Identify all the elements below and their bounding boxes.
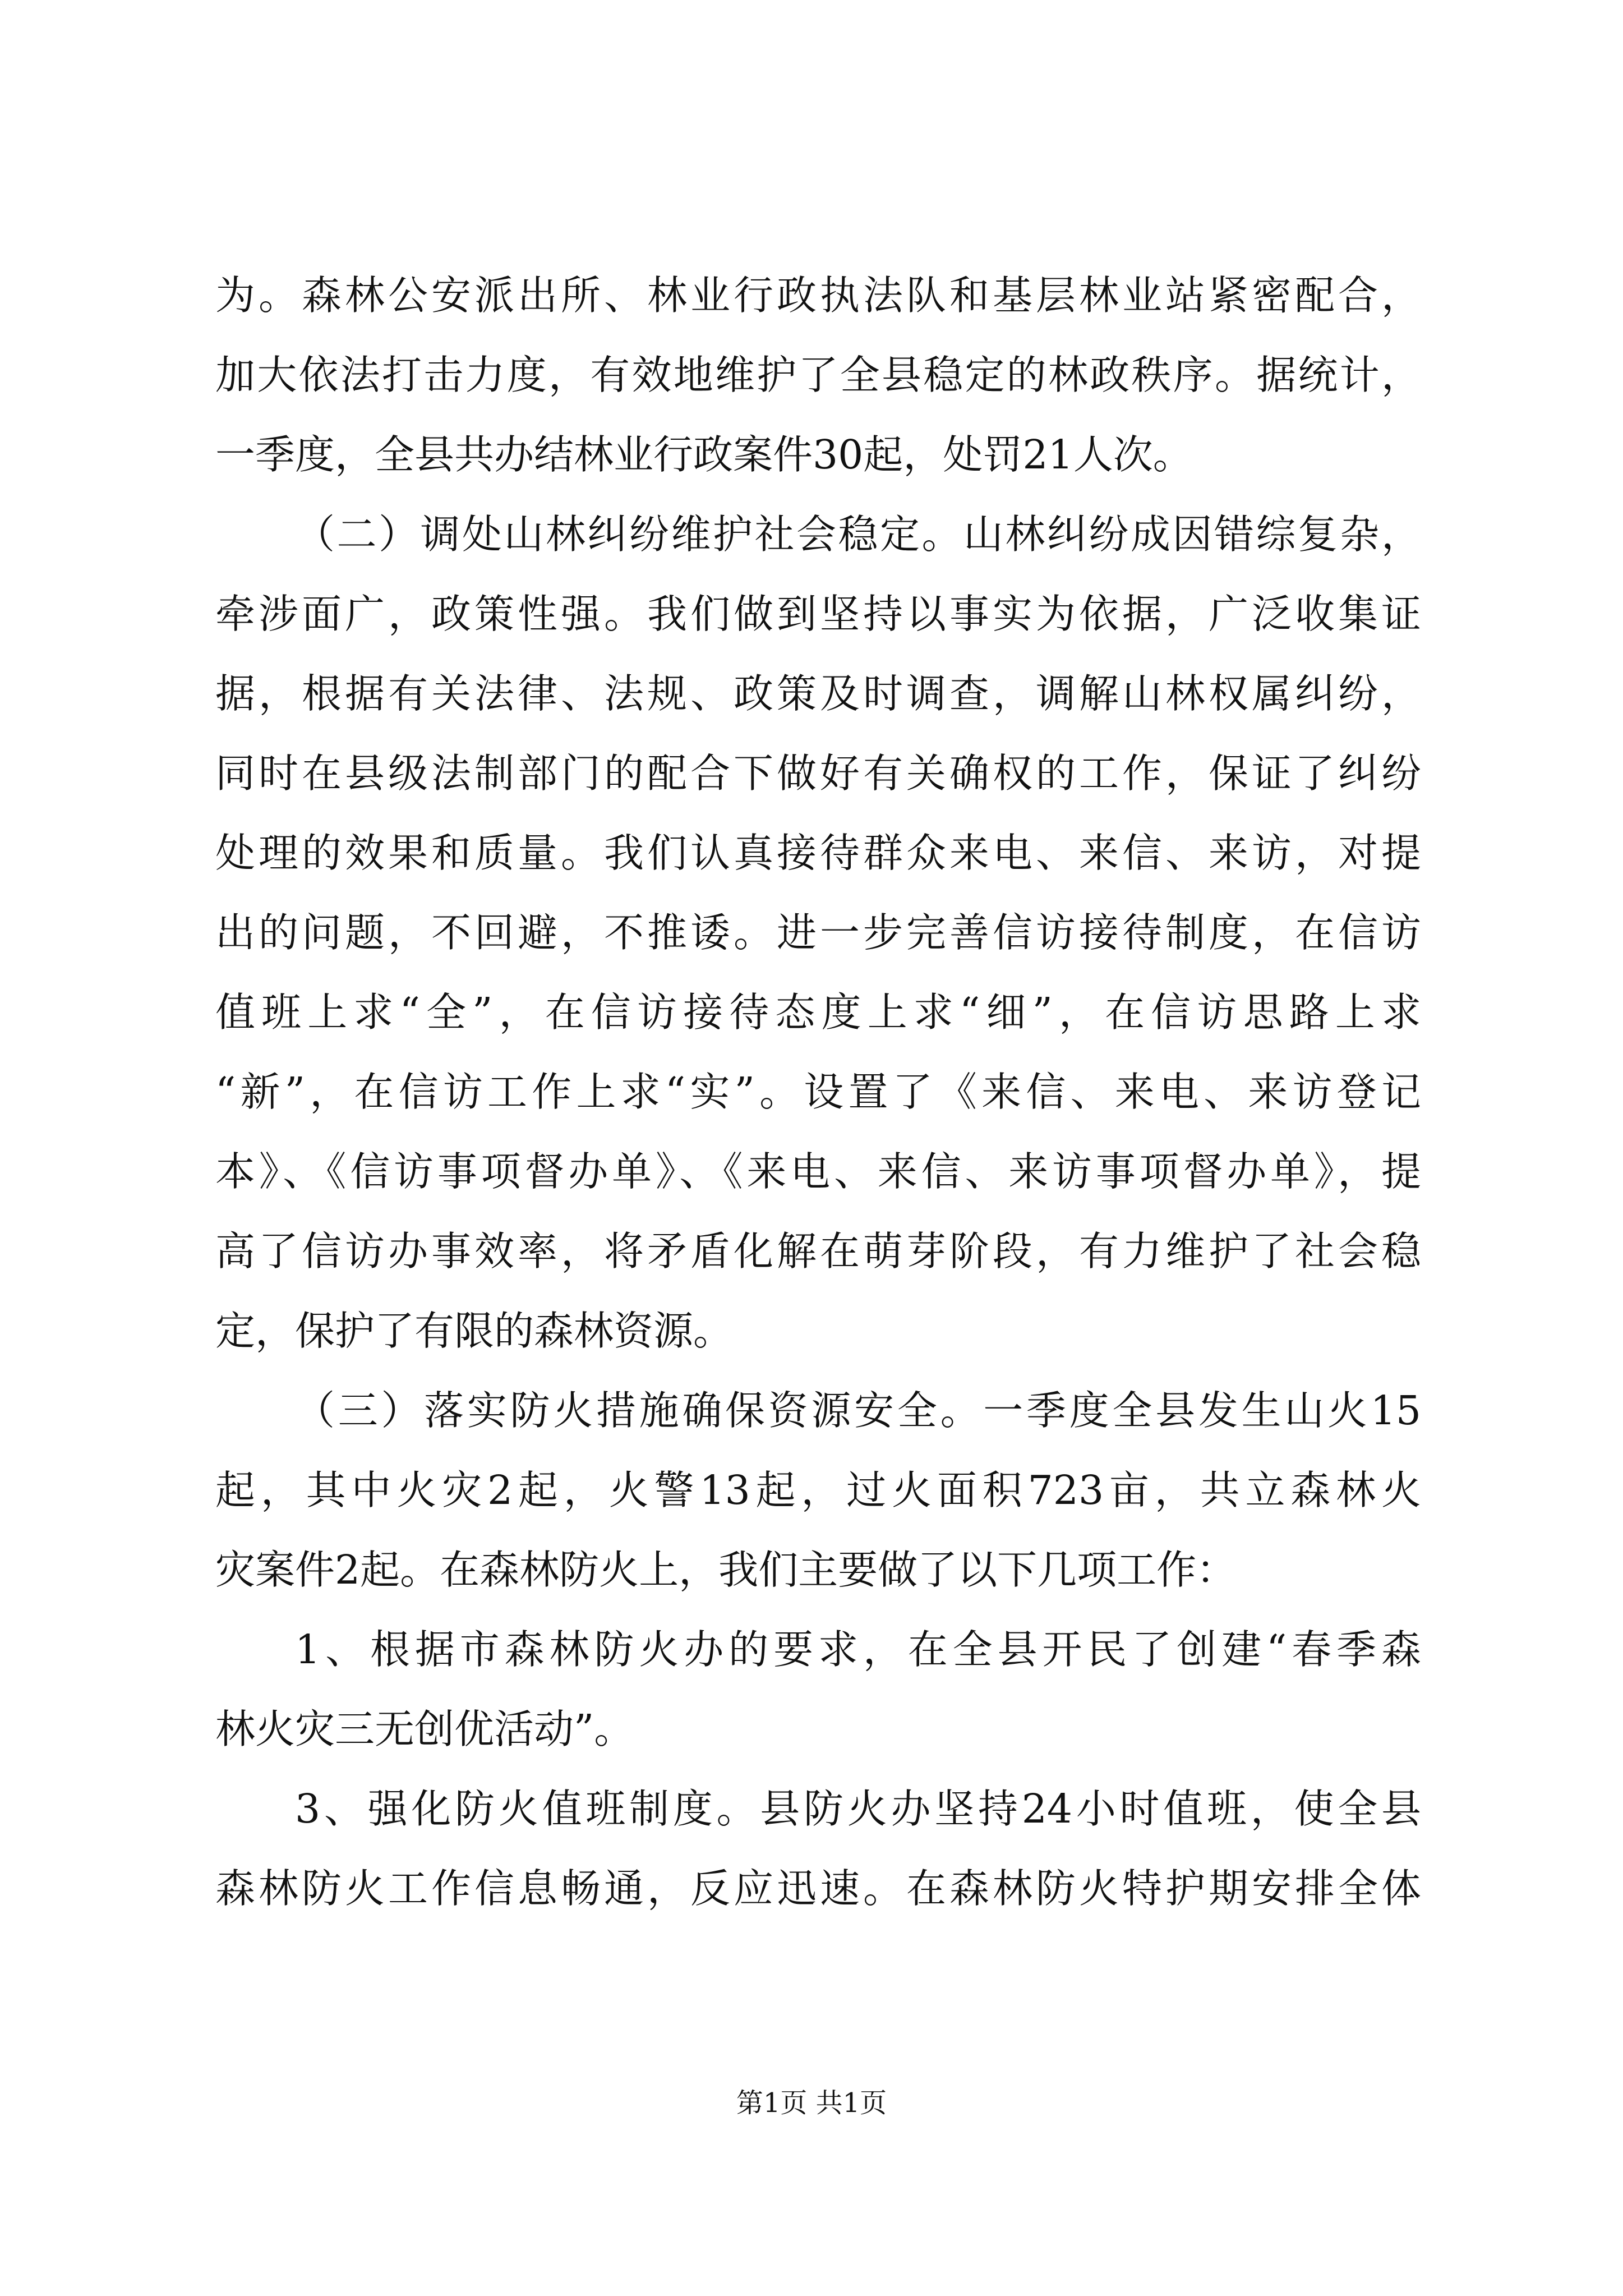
text-line: 灾案件2起。在森林防火上，我们主要做了以下几项工作： xyxy=(215,1547,1237,1593)
text-line: 起，其中火灾2起，火警13起，过火面积723亩，共立森林火 xyxy=(215,1467,1421,1513)
text-line: 同时在县级法制部门的配合下做好有关确权的工作，保证了纠纷 xyxy=(215,750,1421,797)
text-line: 3、强化防火值班制度。县防火办坚持24小时值班，使全县 xyxy=(295,1786,1421,1832)
text-line: 定，保护了有限的森林资源。 xyxy=(215,1308,734,1354)
text-line: 高了信访办事效率，将矛盾化解在萌芽阶段，有力维护了社会稳 xyxy=(215,1228,1421,1274)
text-line: （二）调处山林纠纷维护社会稳定。山林纠纷成因错综复杂， xyxy=(295,511,1421,558)
text-line: 牵涉面广，政策性强。我们做到坚持以事实为依据，广泛收集证 xyxy=(215,591,1421,637)
page-number-footer: 第1页 共1页 xyxy=(736,2087,887,2119)
text-line: 森林防火工作信息畅通，反应迅速。在森林防火特护期安排全体 xyxy=(215,1865,1421,1912)
text-line: 处理的效果和质量。我们认真接待群众来电、来信、来访，对提 xyxy=(215,830,1421,876)
text-line: “新”，在信访工作上求“实”。设置了《来信、来电、来访登记 xyxy=(215,1069,1421,1115)
text-line: 值班上求“全”，在信访接待态度上求“细”，在信访思路上求 xyxy=(215,989,1421,1036)
text-line: 为。森林公安派出所、林业行政执法队和基层林业站紧密配合， xyxy=(215,272,1421,319)
text-line: 本》、《信访事项督办单》、《来电、来信、来访事项督办单》，提 xyxy=(215,1148,1421,1195)
text-line: 林火灾三无创优活动”。 xyxy=(215,1706,634,1752)
text-line: （三）落实防火措施确保资源安全。一季度全县发生山火15 xyxy=(295,1387,1421,1434)
text-line: 出的问题，不回避，不推诿。进一步完善信访接待制度，在信访 xyxy=(215,909,1421,956)
text-line: 一季度，全县共办结林业行政案件30起，处罚21人次。 xyxy=(215,431,1193,478)
text-line: 据，根据有关法律、法规、政策及时调查，调解山林权属纠纷， xyxy=(215,670,1421,717)
text-line: 1、根据市森林防火办的要求，在全县开民了创建“春季森 xyxy=(295,1626,1421,1673)
document-body xyxy=(215,256,1421,1929)
text-line: 加大依法打击力度，有效地维护了全县稳定的林政秩序。据统计， xyxy=(215,352,1421,398)
